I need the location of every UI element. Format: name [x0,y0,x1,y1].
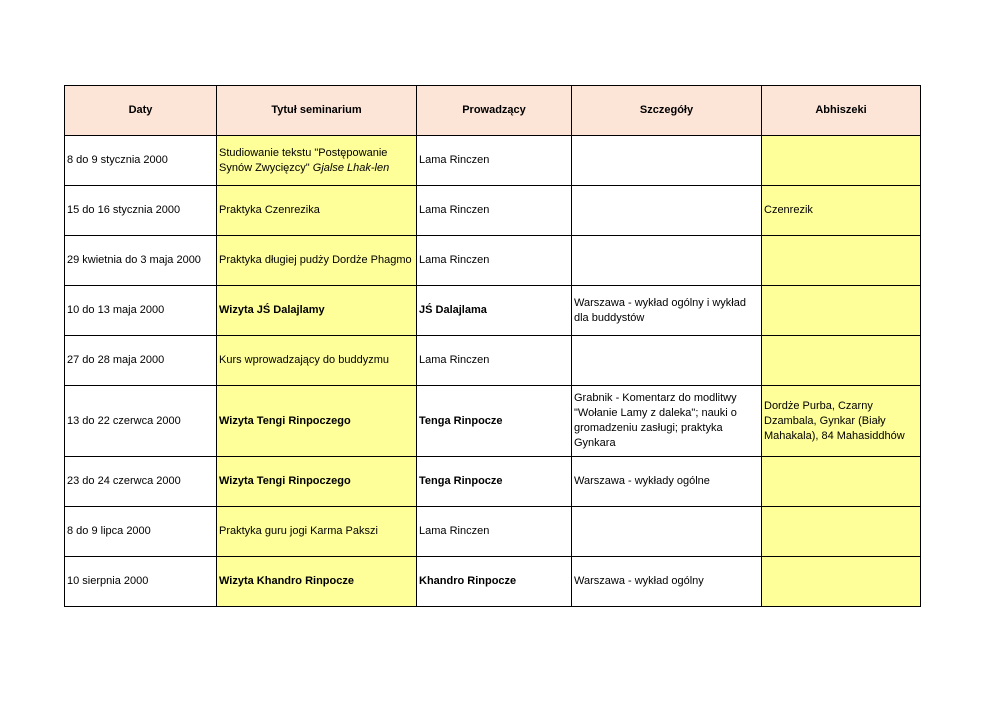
cell-leader: Lama Rinczen [417,136,572,186]
cell-leader: Lama Rinczen [417,186,572,236]
cell-abhisheki: Dordże Purba, Czarny Dzambala, Gynkar (Biały Mahakala), 84 Mahasiddhów [762,386,921,457]
cell-dates: 15 do 16 stycznia 2000 [65,186,217,236]
cell-details [572,336,762,386]
cell-title: Wizyta JŚ Dalajlamy [217,286,417,336]
table-row [65,557,921,607]
cell-title: Kurs wprowadzający do buddyzmu [217,336,417,386]
header-title: Tytuł seminarium [217,86,417,136]
cell-leader: JŚ Dalajlama [417,286,572,336]
cell-leader: Tenga Rinpocze [417,386,572,457]
table-row [65,186,921,236]
table-row [65,336,921,386]
table-row [65,136,921,186]
header-row [65,86,921,136]
header-leader: Prowadzący [417,86,572,136]
cell-leader: Tenga Rinpocze [417,457,572,507]
cell-details: Grabnik - Komentarz do modlitwy "Wołanie Lamy z daleka"; nauki o gromadzeniu zasługi; praktyka Gynkara [572,386,762,457]
cell-title: Wizyta Khandro Rinpocze [217,557,417,607]
cell-abhisheki [762,507,921,557]
cell-abhisheki [762,286,921,336]
table-row [65,507,921,557]
cell-title: Praktyka długiej pudży Dordże Phagmo [217,236,417,286]
cell-details: Warszawa - wykład ogólny i wykład dla buddystów [572,286,762,336]
cell-title: Praktyka guru jogi Karma Pakszi [217,507,417,557]
cell-abhisheki [762,457,921,507]
header-abhisheki: Abhiszeki [762,86,921,136]
cell-leader: Lama Rinczen [417,507,572,557]
cell-title-text: Studiowanie tekstu "Postępowanie Synów Zwycięzcy" [219,146,388,174]
table-row [65,386,921,457]
cell-details: Warszawa - wykłady ogólne [572,457,762,507]
cell-dates: 8 do 9 stycznia 2000 [65,136,217,186]
cell-dates: 13 do 22 czerwca 2000 [65,386,217,457]
cell-details [572,236,762,286]
cell-dates: 29 kwietnia do 3 maja 2000 [65,236,217,286]
cell-details [572,507,762,557]
cell-abhisheki [762,557,921,607]
cell-leader: Lama Rinczen [417,336,572,386]
cell-details: Warszawa - wykład ogólny [572,557,762,607]
cell-leader: Lama Rinczen [417,236,572,286]
seminar-schedule-table [64,85,921,607]
cell-dates: 8 do 9 lipca 2000 [65,507,217,557]
cell-title-italic: Gjalse Lhak-len [312,161,390,174]
table-row [65,457,921,507]
table-row [65,286,921,336]
cell-dates: 10 sierpnia 2000 [65,557,217,607]
cell-abhisheki: Czenrezik [762,186,921,236]
header-dates: Daty [65,86,217,136]
cell-abhisheki [762,236,921,286]
cell-abhisheki [762,136,921,186]
cell-dates: 27 do 28 maja 2000 [65,336,217,386]
cell-title: Praktyka Czenrezika [217,186,417,236]
cell-leader: Khandro Rinpocze [417,557,572,607]
cell-details [572,186,762,236]
cell-title: Wizyta Tengi Rinpoczego [217,457,417,507]
table-row [65,236,921,286]
cell-details [572,136,762,186]
cell-dates: 23 do 24 czerwca 2000 [65,457,217,507]
header-details: Szczegóły [572,86,762,136]
cell-abhisheki [762,336,921,386]
cell-title: Wizyta Tengi Rinpoczego [217,386,417,457]
cell-dates: 10 do 13 maja 2000 [65,286,217,336]
cell-title [217,136,417,186]
